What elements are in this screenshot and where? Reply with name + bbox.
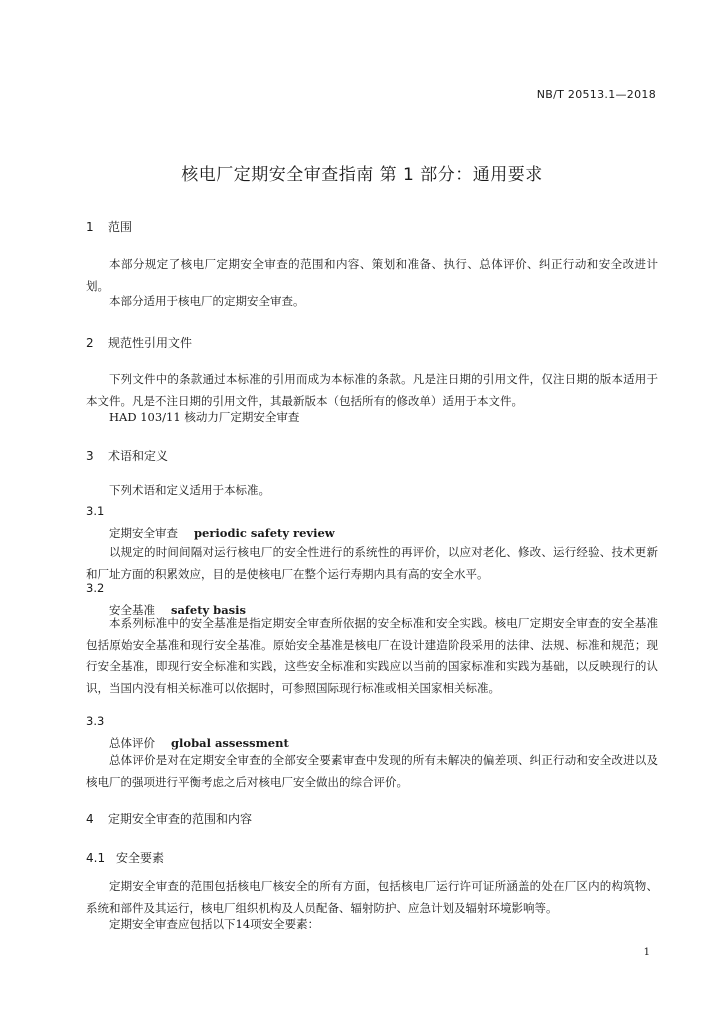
term-en: global assessment	[171, 736, 289, 750]
section-number: 1	[86, 220, 94, 234]
section-title: 范围	[108, 220, 133, 234]
section-heading-1	[86, 218, 132, 235]
section-heading-3	[86, 447, 168, 464]
term-cn: 总体评价	[109, 736, 155, 750]
standard-number: NB/T 20513.1—2018	[536, 88, 656, 101]
paragraph: 本部分规定了核电厂定期安全审查的范围和内容、策划和准备、执行、总体评价、纠正行动和安全改进计划。	[86, 257, 658, 293]
subsection-title: 安全要素	[116, 851, 165, 865]
section-heading-4	[86, 810, 252, 827]
paragraph: 下列术语和定义适用于本标准。	[109, 483, 270, 497]
paragraph: 下列文件中的条款通过本标准的引用而成为本标准的条款。凡是注日期的引用文件，仅注日期的版本适用于本文件。凡是不注日期的引用文件，其最新版本（包括所有的修改单）适用于本文件。	[86, 372, 658, 408]
section-number: 3	[86, 449, 94, 463]
term-cn: 安全基准	[109, 603, 155, 617]
term-definition: 以规定的时间间隔对运行核电厂的安全性进行的系统性的再评价，以应对老化、修改、运行经验、技术更新和厂址方面的积累效应，目的是使核电厂在整个运行寿期内具有高的安全水平。	[86, 545, 658, 581]
term-definition: 总体评价是对在定期安全审查的全部安全要素审查中发现的所有未解决的偏差项、纠正行动和安全改进以及核电厂的强项进行平衡考虑之后对核电厂安全做出的综合评价。	[86, 753, 658, 789]
term-cn: 定期安全审查	[109, 526, 178, 540]
term-entry	[109, 735, 289, 751]
clause-number: 3.1	[86, 504, 105, 518]
subsection-heading-4-1	[86, 849, 164, 866]
document-title: 核电厂定期安全审查指南 第 1 部分：通用要求	[181, 165, 543, 185]
clause-number: 3.2	[86, 581, 105, 595]
paragraph: 本部分适用于核电厂的定期安全审查。	[109, 294, 305, 308]
reference-item: HAD 103/11 核动力厂定期安全审查	[109, 410, 300, 424]
paragraph: 定期安全审查的范围包括核电厂核安全的所有方面，包括核电厂运行许可证所涵盖的处在厂区内的构筑物、系统和部件及其运行，核电厂组织机构及人员配备、辐射防护、应急计划及辐射环境影响等。	[86, 879, 658, 915]
section-title: 定期安全审查的范围和内容	[108, 812, 253, 826]
section-number: 2	[86, 336, 94, 350]
section-title: 规范性引用文件	[108, 336, 193, 350]
section-heading-2	[86, 334, 192, 351]
clause-number: 3.3	[86, 714, 105, 728]
subsection-number: 4.1	[86, 851, 106, 865]
term-en: periodic safety review	[194, 526, 335, 540]
term-en: safety basis	[171, 603, 246, 617]
term-definition: 本系列标准中的安全基准是指定期安全审查所依据的安全标准和安全实践。核电厂定期安全审查的安全基准包括原始安全基准和现行安全基准。原始安全基准是核电厂在设计建造阶段采用的法律、法规、标准和规范；现行安全基准，即现行安全标准和实践，这些安全标准和实践应以当前的国家标准和实践为基础，以反映现行的认识，当国内没有相关标准可以依据时，可参照国际现行标准或相关国家相关标准。	[86, 616, 658, 695]
term-entry	[109, 525, 335, 541]
section-number: 4	[86, 812, 94, 826]
section-title: 术语和定义	[108, 449, 169, 463]
page-number: 1	[643, 947, 650, 958]
paragraph: 定期安全审查应包括以下14项安全要素：	[109, 917, 320, 931]
